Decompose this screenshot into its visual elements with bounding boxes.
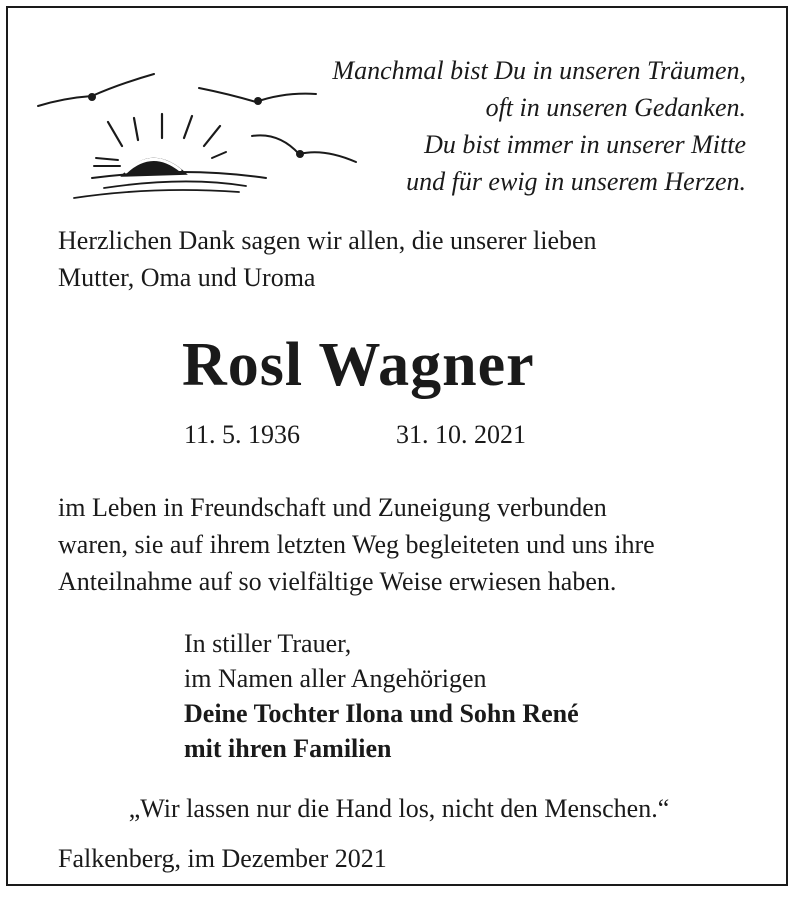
mourners-names: Deine Tochter Ilona und Sohn René <box>184 699 579 728</box>
signoff-line: In stiller Trauer, <box>184 629 352 658</box>
signoff-line: im Namen aller Angehörigen <box>184 664 487 693</box>
mourners-signoff <box>184 626 579 766</box>
death-date: 31. 10. 2021 <box>396 420 526 449</box>
body-line: im Leben in Freundschaft und Zuneigung verbunden <box>58 493 607 522</box>
poem <box>276 52 746 200</box>
body-line: Anteilnahme auf so vielfältige Weise erwiesen haben. <box>58 567 617 596</box>
intro-line: Herzlichen Dank sagen wir allen, die unserer lieben <box>58 226 597 255</box>
deceased-name: Rosl Wagner <box>182 331 535 399</box>
intro-line: Mutter, Oma und Uroma <box>58 263 316 292</box>
closing-quote: „Wir lassen nur die Hand los, nicht den Menschen.“ <box>128 794 670 823</box>
place-date: Falkenberg, im Dezember 2021 <box>58 844 387 873</box>
birth-date: 11. 5. 1936 <box>184 420 301 449</box>
thanks-body <box>58 489 655 600</box>
poem-line: und für ewig in unserem Herzen. <box>406 167 746 196</box>
poem-line: Du bist immer in unserer Mitte <box>424 130 746 159</box>
body-line: waren, sie auf ihrem letzten Weg begleiteten und uns ihre <box>58 530 655 559</box>
poem-line: Manchmal bist Du in unseren Träumen, <box>332 56 746 85</box>
mourners-families: mit ihren Familien <box>184 734 392 763</box>
obituary-card <box>6 6 788 886</box>
thanks-intro <box>58 222 597 296</box>
poem-line: oft in unseren Gedanken. <box>485 93 746 122</box>
